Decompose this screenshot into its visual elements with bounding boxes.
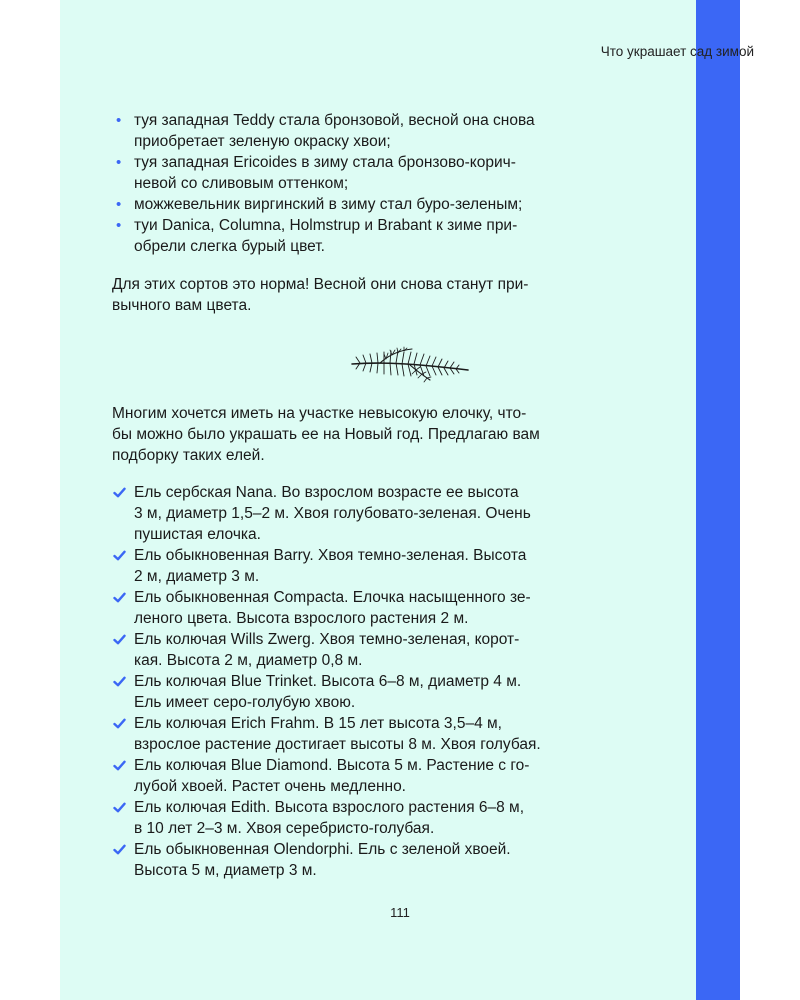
running-title: Что украшает сад зимой	[600, 44, 754, 59]
spruce-line: кая. Высота 2 м, диаметр 0,8 м.	[134, 652, 363, 669]
spruce-line: Высота 5 м, диаметр 3 м.	[134, 862, 317, 879]
paragraph-line: подборку таких елей.	[112, 447, 265, 464]
bullet-item	[112, 110, 660, 152]
spruce-line: Ель колючая Blue Trinket. Высота 6–8 м, диаметр 4 м.	[134, 673, 522, 690]
spruce-line: Ель колючая Edith. Высота взрослого растения 6–8 м,	[134, 799, 525, 816]
bullet-dot-icon: •	[116, 196, 122, 213]
bullet-dot-icon: •	[116, 217, 122, 234]
spruce-item	[112, 587, 660, 629]
bullet-line: обрели слегка бурый цвет.	[134, 238, 325, 255]
spruce-item	[112, 839, 660, 881]
bullet-line: можжевельник виргинский в зиму стал буро-зеленым;	[134, 196, 523, 213]
spruce-item	[112, 482, 660, 545]
checkmark-icon	[113, 802, 126, 813]
bullet-list	[112, 110, 660, 257]
spruce-item	[112, 797, 660, 839]
bullet-dot-icon: •	[116, 154, 122, 171]
paragraph-line: Многим хочется иметь на участке невысокую елочку, что-	[112, 405, 527, 422]
checkmark-icon	[113, 676, 126, 687]
spruce-line: Ель обыкновенная Compacta. Елочка насыщенного зе-	[134, 589, 531, 606]
spruce-line: 3 м, диаметр 1,5–2 м. Хвоя голубовато-зеленая. Очень	[134, 505, 531, 522]
spruce-line: Ель обыкновенная Olendorphi. Ель с зеленой хвоей.	[134, 841, 511, 858]
spruce-line: Ель колючая Blue Diamond. Высота 5 м. Растение с го-	[134, 757, 530, 774]
spruce-item	[112, 755, 660, 797]
spruce-line: леного цвета. Высота взрослого растения 2 м.	[134, 610, 469, 627]
paragraph-norm	[112, 274, 660, 316]
page-edge-stripe	[696, 0, 740, 1000]
bullet-line: приобретает зеленую окраску хвои;	[134, 133, 391, 150]
checkmark-icon	[113, 592, 126, 603]
spruce-item	[112, 671, 660, 713]
checkmark-icon	[113, 487, 126, 498]
spruce-item	[112, 545, 660, 587]
spruce-line: Ель колючая Erich Frahm. В 15 лет высота 3,5–4 м,	[134, 715, 502, 732]
paragraph-intro	[112, 403, 660, 466]
bullet-dot-icon: •	[116, 112, 122, 129]
spruce-line: взрослое растение достигает высоты 8 м. Хвоя голубая.	[134, 736, 541, 753]
bullet-item	[112, 215, 660, 257]
spruce-line: Ель колючая Wills Zwerg. Хвоя темно-зеленая, корот-	[134, 631, 520, 648]
spruce-line: лубой хвоей. Растет очень медленно.	[134, 778, 406, 795]
spruce-line: Ель обыкновенная Barry. Хвоя темно-зеленая. Высота	[134, 547, 527, 564]
spruce-item	[112, 713, 660, 755]
paragraph-line: вычного вам цвета.	[112, 297, 252, 314]
spruce-line: 2 м, диаметр 3 м.	[134, 568, 260, 585]
fir-branch-icon	[350, 340, 472, 384]
spruce-line: в 10 лет 2–3 м. Хвоя серебристо-голубая.	[134, 820, 435, 837]
spruce-list	[112, 482, 660, 881]
checkmark-icon	[113, 634, 126, 645]
bullet-line: невой со сливовым оттенком;	[134, 175, 349, 192]
paragraph-line: Для этих сортов это норма! Весной они снова станут при-	[112, 276, 529, 293]
bullet-item	[112, 194, 660, 215]
bullet-line: туи Danica, Columna, Holmstrup и Brabant к зиме при-	[134, 217, 518, 234]
paragraph-line: бы можно было украшать ее на Новый год. Предлагаю вам	[112, 426, 540, 443]
spruce-line: Ель имеет серо-голубую хвою.	[134, 694, 356, 711]
bullet-item	[112, 152, 660, 194]
page-number: 111	[390, 905, 410, 920]
checkmark-icon	[113, 550, 126, 561]
bullet-line: туя западная Teddy стала бронзовой, весной она снова	[134, 112, 535, 129]
checkmark-icon	[113, 844, 126, 855]
spruce-line: Ель сербская Nana. Во взрослом возрасте ее высота	[134, 484, 519, 501]
bullet-line: туя западная Ericoides в зиму стала бронзово-корич-	[134, 154, 516, 171]
spruce-line: пушистая елочка.	[134, 526, 261, 543]
checkmark-icon	[113, 760, 126, 771]
spruce-item	[112, 629, 660, 671]
checkmark-icon	[113, 718, 126, 729]
